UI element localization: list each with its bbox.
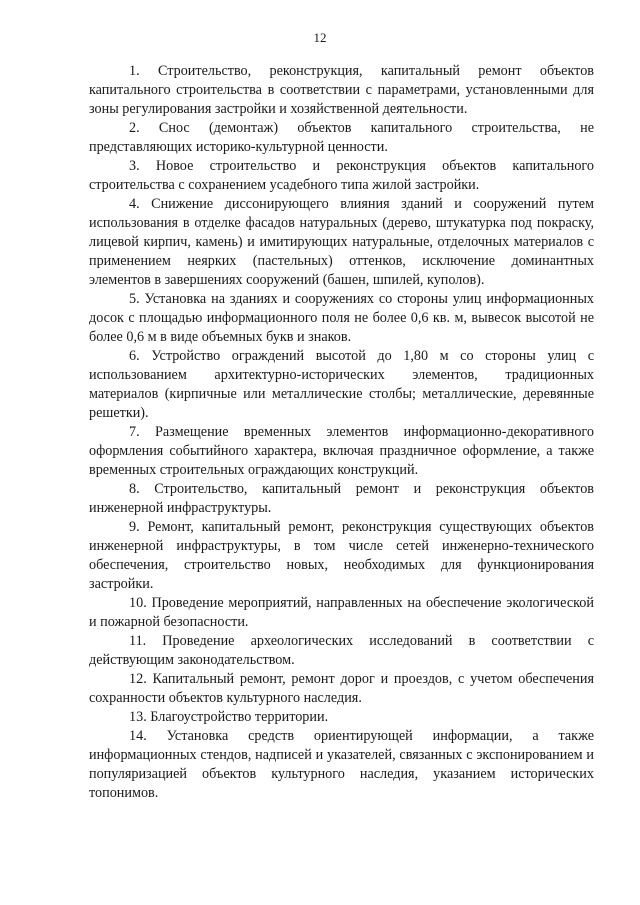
list-item-3: 3. Новое строительство и реконструкция объектов капитального строительства с сохранением усадебного типа жилой застройки. — [89, 158, 594, 193]
document-body — [89, 62, 594, 803]
list-item-14: 14. Установка средств ориентирующей информации, а также информационных стендов, надписей и указателей, связанных с экспонированием и популяризацией объектов культурного наследия, указанием исторических топонимов. — [89, 728, 594, 801]
list-item-7: 7. Размещение временных элементов информационно-декоративного оформления событийного характера, включая праздничное оформление, а также временных строительных ограждающих конструкций. — [89, 424, 594, 478]
list-item-10: 10. Проведение мероприятий, направленных на обеспечение экологической и пожарной безопасности. — [89, 595, 594, 630]
list-item-4: 4. Снижение диссонирующего влияния зданий и сооружений путем использования в отделке фасадов натуральных (дерево, штукатурка под покраску, лицевой кирпич, камень) и имитирующих натуральные, отделочных материалов с применением неярких (пастельных) оттенков, исключение доминантных элементов в завершениях сооружений (башен, шпилей, куполов). — [89, 196, 594, 288]
list-item-11: 11. Проведение археологических исследований в соответствии с действующим законодательством. — [89, 633, 594, 668]
list-item-5: 5. Установка на зданиях и сооружениях со стороны улиц информационных досок с площадью информационного поля не более 0,6 кв. м, вывесок высотой не более 0,6 м в виде объемных букв и знаков. — [89, 291, 594, 345]
list-item-2: 2. Снос (демонтаж) объектов капитального строительства, не представляющих историко-культурной ценности. — [89, 120, 594, 155]
list-item-1: 1. Строительство, реконструкция, капитальный ремонт объектов капитального строительства в соответствии с параметрами, установленными для зоны регулирования застройки и хозяйственной деятельности. — [89, 63, 594, 117]
list-item-9: 9. Ремонт, капитальный ремонт, реконструкция существующих объектов инженерной инфраструктуры, в том числе сетей инженерно-технического обеспечения, строительство новых, необходимых для функционирования застройки. — [89, 519, 594, 592]
list-item-13: 13. Благоустройство территории. — [129, 709, 329, 725]
page-number: 12 — [313, 30, 327, 45]
list-item-8: 8. Строительство, капитальный ремонт и реконструкция объектов инженерной инфраструктуры. — [89, 481, 594, 516]
list-item-12: 12. Капитальный ремонт, ремонт дорог и проездов, с учетом обеспечения сохранности объектов культурного наследия. — [89, 671, 594, 706]
list-item-6: 6. Устройство ограждений высотой до 1,80 м со стороны улиц с использованием архитектурно-исторических элементов, традиционных материалов (кирпичные или металлические столбы; металлические, деревянные решетки). — [89, 348, 594, 421]
